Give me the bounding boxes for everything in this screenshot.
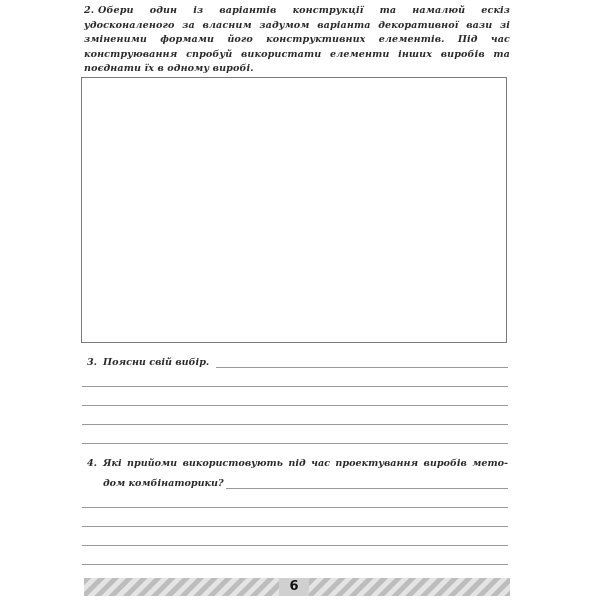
answer-line[interactable] [82,507,508,508]
task-2 [84,4,510,77]
task-4-number: 4. [87,458,98,469]
task-2-text: Обери один із варіантів конструкції та намалюй ескіз удосконаленого за власним задумом варіанта декоративної вази зі зміненими формами його конструктивних елементів. Під час конструювання спробуй використати елементи інших виробів та поєднати їх в одному виробі. [84,5,510,74]
answer-line[interactable] [82,526,508,527]
answer-line[interactable] [226,488,508,489]
task-4-line-1: Які прийоми використовують під час проектування виробів мето- [103,458,508,469]
answer-line[interactable] [82,386,508,387]
answer-line[interactable] [82,564,508,565]
answer-line[interactable] [82,545,508,546]
task-3-text: Поясни свій вибір. [103,357,210,368]
answer-line[interactable] [82,424,508,425]
answer-line[interactable] [82,405,508,406]
answer-line[interactable] [216,367,508,368]
sketch-drawing-area[interactable] [81,77,507,343]
task-4-line-2: дом комбінаторики? [103,478,224,489]
page-number: 6 [279,578,309,596]
task-3-number: 3. [87,357,98,368]
answer-line[interactable] [82,443,508,444]
task-2-number: 2. [84,5,95,16]
